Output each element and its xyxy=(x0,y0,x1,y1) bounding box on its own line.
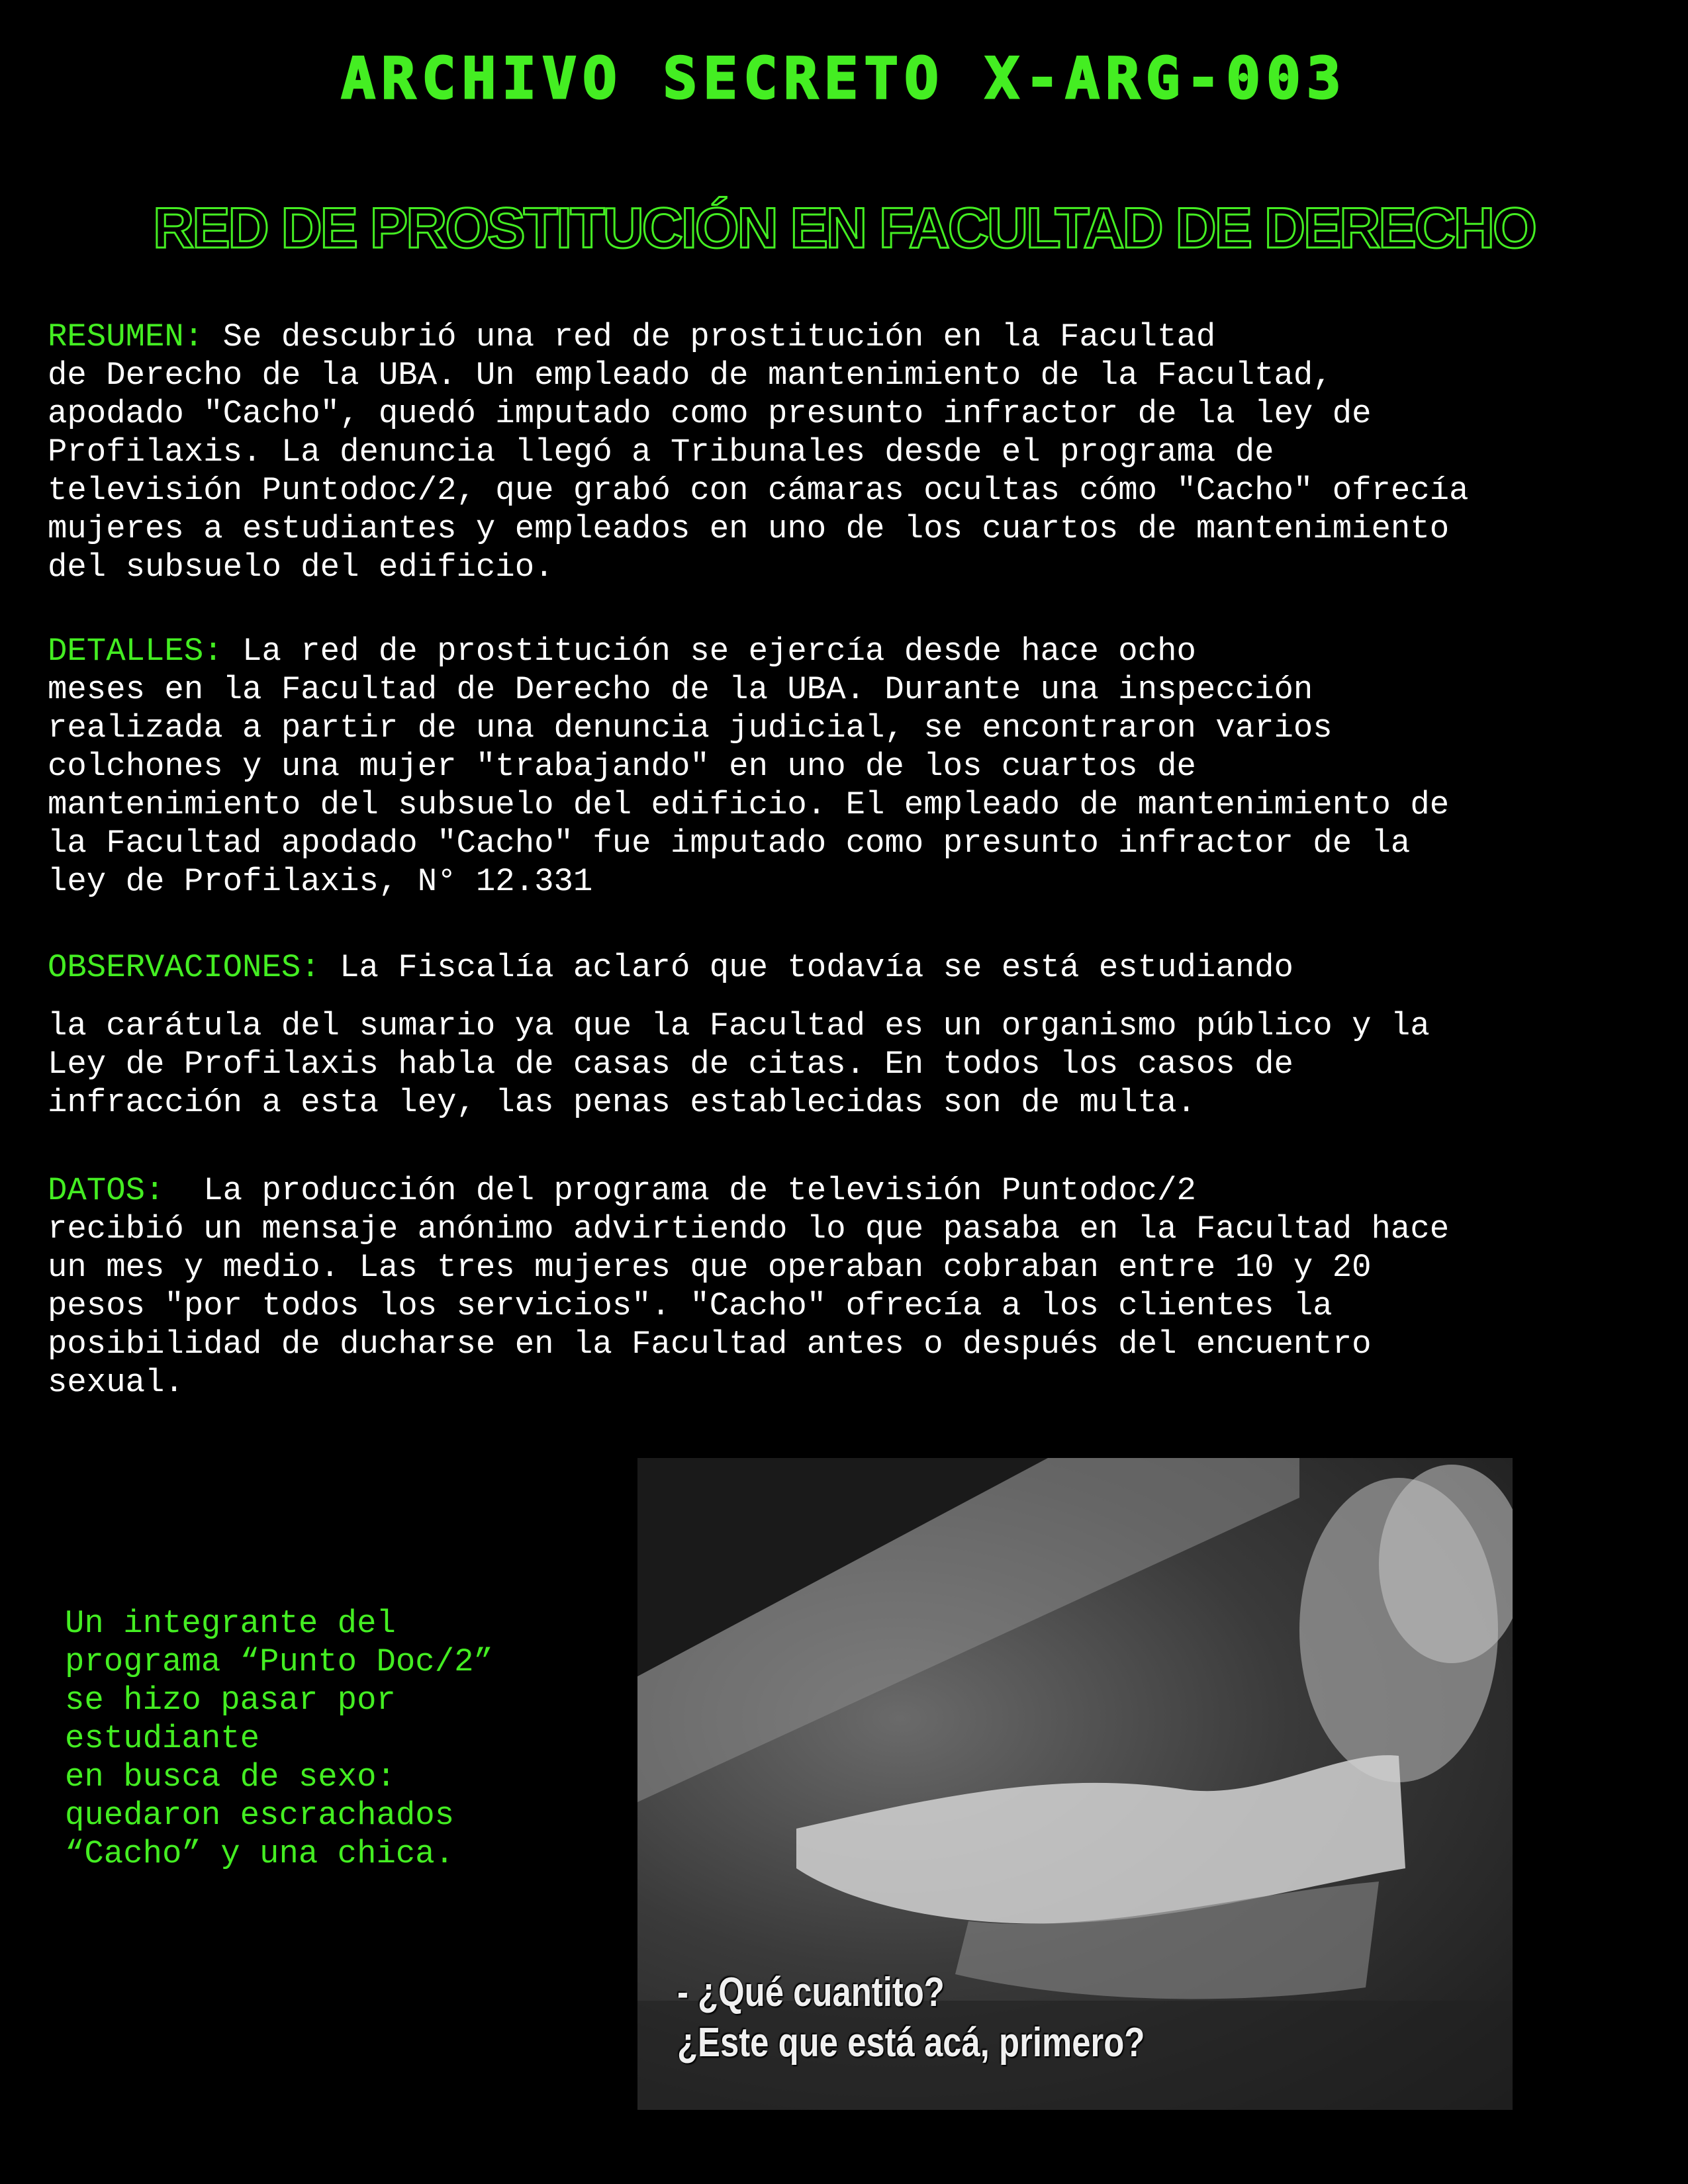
detalles-label: DETALLES: xyxy=(48,633,223,670)
section-detalles xyxy=(48,632,1663,901)
observaciones-first-line: La Fiscalía aclaró que todavía se está estudiando xyxy=(320,949,1293,986)
section-resumen xyxy=(48,318,1663,586)
resumen-label: RESUMEN: xyxy=(48,318,204,355)
datos-first-line: La producción del programa de televisión Puntodoc/2 xyxy=(164,1172,1196,1209)
hidden-camera-photo xyxy=(637,1458,1513,2110)
detalles-first-line: La red de prostitución se ejercía desde hace ocho xyxy=(222,633,1196,670)
datos-label: DATOS: xyxy=(48,1172,165,1209)
photo-side-caption: Un integrante del programa “Punto Doc/2” se hizo pasar por estudiante en busca de sexo: quedaron escrachados “Cacho” y una chica. xyxy=(65,1605,493,1872)
detalles-body: meses en la Facultad de Derecho de la UBA. Durante una inspección realizada a partir de una denuncia judicial, se encontraron varios colchones y una mujer "trabajando" en uno de los cuartos de mantenimiento del subsuelo del edificio. El empleado de mantenimiento de la Facultad apodado "Cacho" fue imputado como presunto infractor de la ley de Profilaxis, N° 12.331 xyxy=(48,671,1450,900)
observaciones-body: la carátula del sumario ya que la Facultad es un organismo público y la Ley de Profilaxis habla de casas de citas. En todos los casos de infracción a esta ley, las penas establecidas son de multa. xyxy=(48,1007,1430,1121)
section-observaciones xyxy=(48,948,1663,1122)
observaciones-label: OBSERVACIONES: xyxy=(48,949,320,986)
document-title: ARCHIVO SECRETO X-ARG-003 xyxy=(341,46,1347,112)
resumen-first-line: Se descubrió una red de prostitución en la Facultad xyxy=(203,318,1216,355)
datos-body: recibió un mensaje anónimo advirtiendo lo que pasaba en la Facultad hace un mes y medio. Las tres mujeres que operaban cobraban entre 10 y 20 pesos "por todos los servicios". "Cacho" ofrecía a los clientes la posibilidad de ducharse en la Facultad antes o después del encuentro sexual. xyxy=(48,1210,1450,1401)
photo-subtitle: - ¿Qué cuantito? ¿Este que está acá, primero? xyxy=(677,1970,1145,2066)
document-subtitle: RED DE PROSTITUCIÓN EN FACULTAD DE DERECHO xyxy=(153,197,1535,260)
resumen-body: de Derecho de la UBA. Un empleado de mantenimiento de la Facultad, apodado "Cacho", quedó imputado como presunto infractor de la ley de Profilaxis. La denuncia llegó a Tribunales desde el programa de televisión Puntodoc/2, que grabó con cámaras ocultas cómo "Cacho" ofrecía mujeres a estudiantes y empleados en uno de los cuartos de mantenimiento del subsuelo del edificio. xyxy=(48,357,1469,586)
section-datos xyxy=(48,1171,1663,1402)
